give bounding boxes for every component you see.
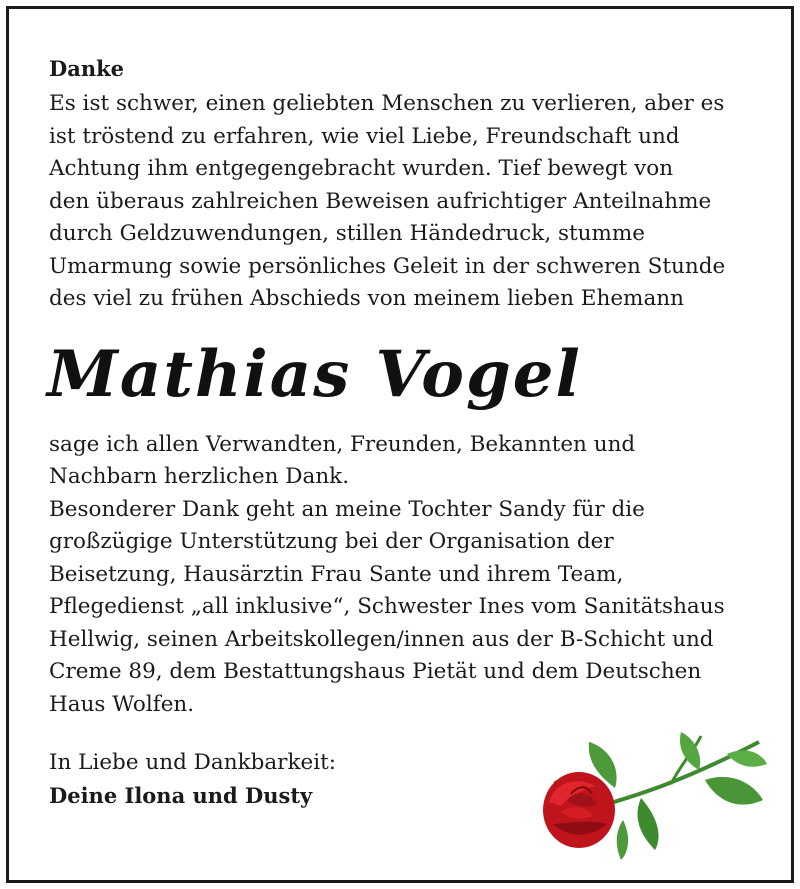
- notice-content: [49, 53, 769, 812]
- thanks-line: Pflegedienst „all inklusive“, Schwester Ines vom Sanitätshaus: [49, 594, 725, 619]
- notice-heading: Danke: [49, 56, 124, 81]
- thanks-line: sage ich allen Verwandten, Freunden, Bekannten und: [49, 431, 636, 457]
- intro-line: den überaus zahlreichen Beweisen aufrichtiger Anteilnahme: [49, 188, 712, 214]
- thanks-line: Haus Wolfen.: [49, 691, 195, 717]
- notice-frame: [6, 6, 794, 883]
- intro-paragraph: [49, 88, 769, 316]
- red-rose-icon: [531, 724, 771, 869]
- thanks-line: großzügige Unterstützung bei der Organisation der: [49, 529, 614, 554]
- thanks-line: Nachbarn herzlichen Dank.: [49, 464, 350, 489]
- intro-line: ist tröstend zu erfahren, wie viel Liebe, Freundschaft und: [49, 123, 680, 149]
- intro-line: durch Geldzuwendungen, stillen Händedruck, stumme: [49, 221, 646, 246]
- thanks-line: Hellwig, seinen Arbeitskollegen/innen aus der B-Schicht und: [49, 626, 714, 652]
- intro-line: Umarmung sowie persönliches Geleit in der schweren Stunde: [49, 253, 726, 279]
- intro-line: Achtung ihm entgegengebracht wurden. Tief bewegt von: [49, 156, 674, 181]
- intro-line: des viel zu frühen Abschieds von meinem lieben Ehemann: [49, 286, 684, 311]
- deceased-name: Mathias Vogel: [47, 336, 582, 412]
- thanks-paragraph: [49, 429, 769, 722]
- intro-line: Es ist schwer, einen geliebten Menschen zu verlieren, aber es: [49, 91, 725, 116]
- closing-line: In Liebe und Dankbarkeit:: [49, 750, 336, 775]
- signature: Deine Ilona und Dusty: [49, 782, 313, 808]
- thanks-line: Creme 89, dem Bestattungshaus Pietät und dem Deutschen: [49, 659, 702, 684]
- thanks-line: Beisetzung, Hausärztin Frau Sante und ihrem Team,: [49, 561, 624, 587]
- thanks-line: Besonderer Dank geht an meine Tochter Sandy für die: [49, 496, 645, 522]
